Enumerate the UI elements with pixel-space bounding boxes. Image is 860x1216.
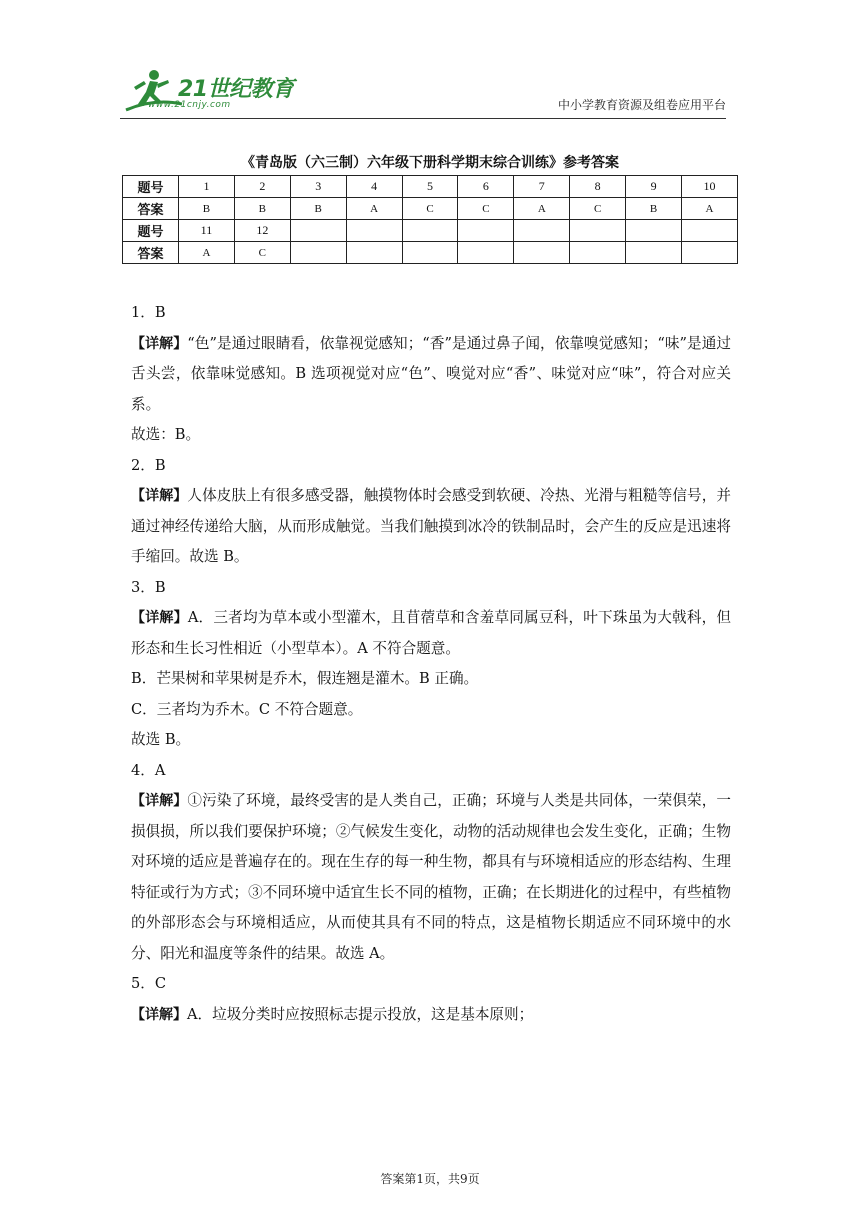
platform-name: 中小学教育资源及组卷应用平台 [557, 98, 726, 112]
row-header: 题号 [123, 176, 179, 198]
detail-text: ①污染了环境，最终受害的是人类自己，正确；环境与人类是共同体，一荣俱荣，一损俱损，所以我们要保护环境；②气候发生变化，动物的活动规律也会发生变化，正确；生物对环境的适应是普遍存在的。现在生存的每一种生物，都具有与环境相适应的形态结构、生理特征或行为方式；③不同环境中适宜生长不同的植物，正确；在长期进化的过程中，有些植物的外部形态会与环境相适应，从而使其具有不同的特点，这是植物长期适应不同环境中的水分、阳光和温度等条件的结果。故选 A。 [131, 792, 731, 962]
table-cell: C [234, 242, 290, 264]
table-cell [458, 220, 514, 242]
detail-tag: 【详解】 [131, 1006, 187, 1023]
table-cell [514, 220, 570, 242]
answer-table [122, 175, 738, 264]
table-cell [682, 242, 738, 264]
table-cell [626, 220, 682, 242]
detail-tag: 【详解】 [131, 793, 188, 809]
table-cell: 5 [402, 176, 458, 198]
detail-text: 人体皮肤上有很多感受器，触摸物体时会感受到软硬、冷热、光滑与粗糙等信号，并通过神经传递给大脑，从而形成触觉。当我们触摸到冰冷的铁制品时，会产生的反应是迅速将手缩回。故选 B。 [131, 487, 731, 565]
table-cell: 7 [514, 176, 570, 198]
detail-tag: 【详解】 [131, 488, 188, 504]
table-cell: C [402, 198, 458, 220]
table-cell: A [179, 242, 235, 264]
table-cell: 9 [626, 176, 682, 198]
table-cell: A [346, 198, 402, 220]
table-cell [290, 242, 346, 264]
table-cell: 6 [458, 176, 514, 198]
header-divider [120, 118, 726, 119]
table-cell: B [290, 198, 346, 220]
table-cell [346, 242, 402, 264]
table-cell: C [458, 198, 514, 220]
logo-text: 21世纪教育 [178, 77, 294, 102]
detail-line: 故选：B。 [131, 426, 201, 443]
question-number: 5．C [131, 975, 167, 992]
detail-line: C．三者均为乔木。C 不符合题意。 [131, 700, 363, 718]
table-cell [402, 220, 458, 242]
table-cell [682, 220, 738, 242]
table-row [123, 176, 738, 198]
table-cell: 1 [179, 176, 235, 198]
question-detail [131, 481, 731, 573]
logo [124, 68, 294, 118]
row-header: 答案 [123, 242, 179, 264]
table-cell: C [570, 198, 626, 220]
table-cell [458, 242, 514, 264]
answer-explanations [131, 298, 731, 1030]
table-cell [290, 220, 346, 242]
logo-url: www.21cnjy.com [148, 100, 231, 110]
question-number: 4．A [131, 761, 166, 779]
question-number: 2．B [131, 456, 166, 474]
table-cell: 10 [682, 176, 738, 198]
detail-tag: 【详解】 [131, 335, 188, 352]
table-cell: 3 [290, 176, 346, 198]
question-detail [131, 786, 731, 969]
table-cell: A [682, 198, 738, 220]
table-row [123, 220, 738, 242]
question-number: 3．B [131, 578, 166, 596]
page-footer: 答案第1页，共9页 [380, 1172, 480, 1186]
row-header: 答案 [123, 198, 179, 220]
detail-text: A．三者均为草本或小型灌木，且苜蓿草和含羞草同属豆科，叶下珠虽为大戟科，但形态和生长习性相近（小型草本）。A 不符合题意。 [131, 609, 732, 657]
table-cell [570, 220, 626, 242]
question-detail [131, 1000, 731, 1031]
question-number: 1．B [131, 304, 166, 321]
table-cell: 11 [179, 220, 235, 242]
table-cell: B [179, 198, 235, 220]
table-cell: B [626, 198, 682, 220]
detail-tag: 【详解】 [131, 610, 188, 626]
question-detail [131, 329, 731, 421]
detail-line: B．芒果树和苹果树是乔木，假连翘是灌木。B 正确。 [131, 670, 479, 687]
table-row [123, 242, 738, 264]
detail-line: 故选 B。 [131, 731, 191, 748]
table-cell: 8 [570, 176, 626, 198]
question-detail [131, 603, 731, 664]
page-header [120, 62, 726, 120]
table-cell [626, 242, 682, 264]
page-title: 《青岛版（六三制）六年级下册科学期末综合训练》参考答案 [241, 155, 619, 171]
table-cell: 2 [234, 176, 290, 198]
table-cell: A [514, 198, 570, 220]
table-row [123, 198, 738, 220]
table-cell: 4 [346, 176, 402, 198]
row-header: 题号 [123, 220, 179, 242]
table-cell: 12 [234, 220, 290, 242]
table-cell [514, 242, 570, 264]
table-cell [346, 220, 402, 242]
detail-text: A．垃圾分类时应按照标志提示投放，这是基本原则； [187, 1005, 534, 1023]
table-cell: B [234, 198, 290, 220]
table-cell [570, 242, 626, 264]
table-cell [402, 242, 458, 264]
detail-text: “色”是通过眼睛看，依靠视觉感知；“香”是通过鼻子闻，依靠嗅觉感知；“味”是通过舌头尝，依靠味觉感知。B 选项视觉对应“色”、嗅觉对应“香”、味觉对应“味”，符合对应关系。 [131, 334, 731, 413]
